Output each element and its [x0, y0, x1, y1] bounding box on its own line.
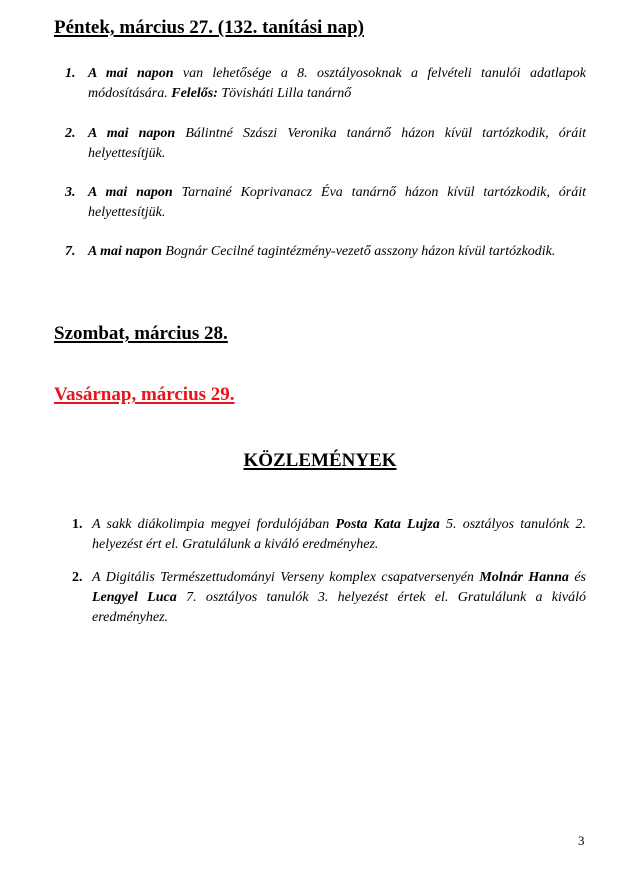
student-name: Lengyel Luca — [92, 590, 177, 605]
item-number: 1. — [65, 66, 76, 81]
list-item-friday-2 — [65, 124, 586, 164]
item-text: Tarnainé Koprivanacz Éva tanárnő házon kívül tartózkodik, óráit helyettesítjük. — [88, 185, 586, 220]
list-item-friday-7 — [65, 242, 586, 262]
item-number: 2. — [72, 570, 83, 585]
item-number: 7. — [65, 244, 76, 259]
list-item-friday-1 — [65, 64, 586, 104]
item-text: Bognár Cecilné tagintézmény-vezető asszony házon kívül tartózkodik. — [161, 244, 556, 259]
list-item-announcement-2 — [72, 568, 586, 628]
item-lead: A mai napon — [88, 244, 162, 259]
item-number: 3. — [65, 185, 76, 200]
heading-saturday: Szombat, március 28. — [54, 323, 228, 344]
item-text: A Digitális Természettudományi Verseny komplex csapatversenyén — [92, 570, 480, 585]
item-lead: A mai napon — [88, 66, 174, 81]
heading-announcements: KÖZLEMÉNYEK — [243, 450, 397, 471]
responsible-person: Tövisháti Lilla tanárnő — [217, 86, 352, 101]
item-lead: A mai napon — [88, 126, 176, 141]
item-text: Bálintné Szászi Veronika tanárnő házon kívül tartózkodik, óráit helyettesítjük. — [88, 126, 586, 161]
list-item-announcement-1 — [72, 515, 586, 555]
item-text: 7. osztályos tanulók 3. helyezést értek el. Gratulálunk a kiváló eredményhez. — [92, 590, 587, 625]
item-text: és — [568, 570, 586, 585]
item-text: 5. osztályos tanulónk 2. helyezést ért el. Gratulálunk a kiváló eredményhez. — [92, 517, 586, 552]
item-number: 1. — [72, 517, 83, 532]
list-item-friday-3 — [65, 183, 586, 223]
student-name: Molnár Hanna — [479, 570, 569, 585]
item-lead: A mai napon — [88, 185, 173, 200]
responsible-label: Felelős: — [171, 86, 218, 101]
page-number: 3 — [578, 833, 585, 848]
heading-friday: Péntek, március 27. (132. tanítási nap) — [54, 17, 364, 38]
heading-sunday: Vasárnap, március 29. — [54, 384, 235, 405]
item-number: 2. — [65, 126, 76, 141]
item-text: van lehetősége a 8. osztályosoknak a felvételi tanulói adatlapok módosítására. — [88, 66, 586, 101]
item-text: A sakk diákolimpia megyei fordulójában — [92, 517, 336, 532]
student-name: Posta Kata Lujza — [335, 517, 440, 532]
